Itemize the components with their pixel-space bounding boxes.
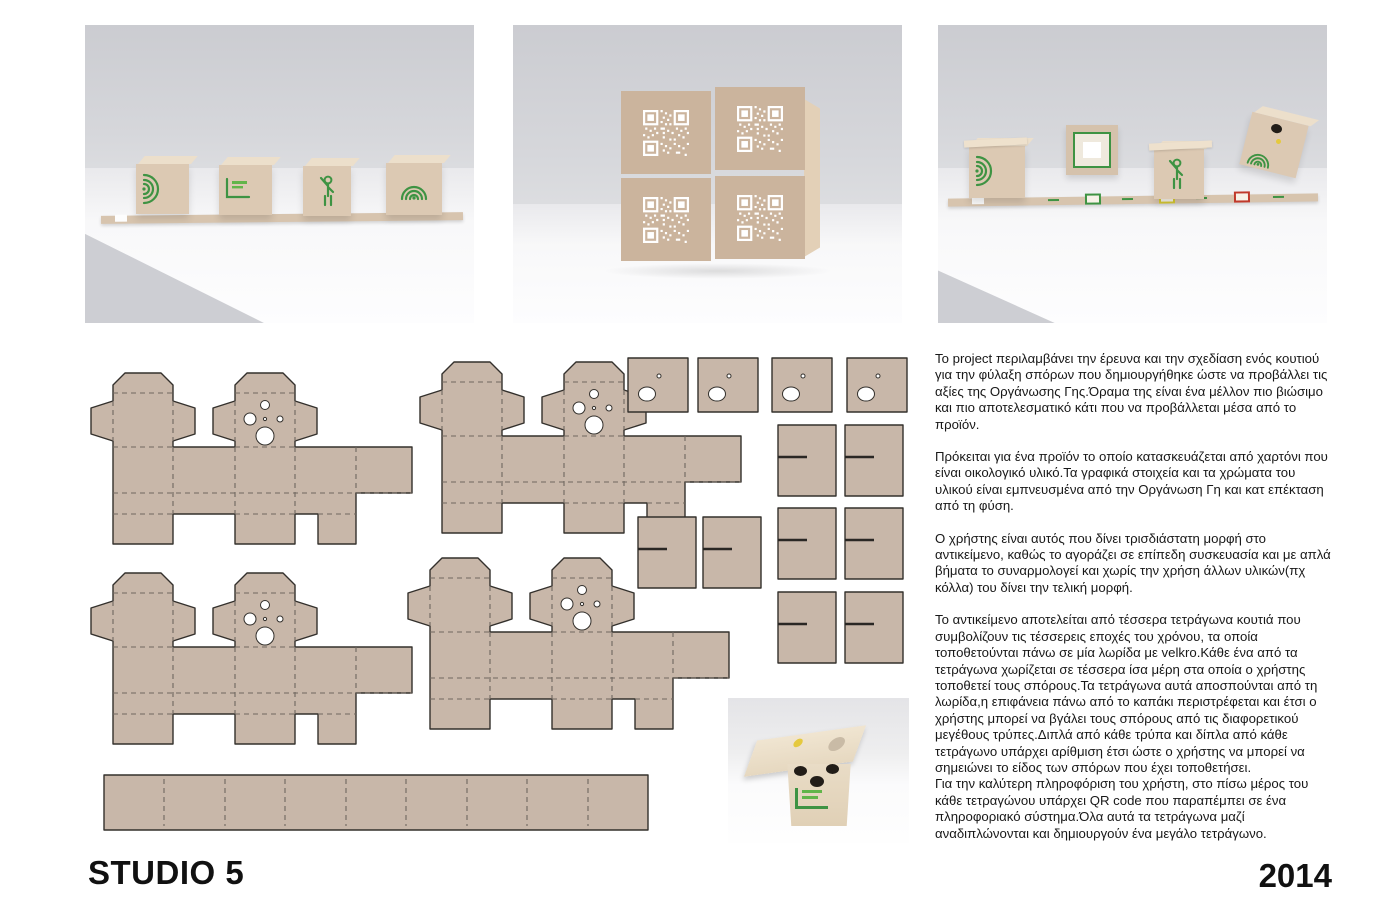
- divider-square-dieline: [778, 425, 836, 496]
- qr-code-icon: [737, 106, 783, 152]
- seed-hole: [810, 776, 824, 787]
- green-label: [795, 788, 828, 809]
- seed-hole: [1270, 123, 1283, 134]
- ripple-icon: [972, 154, 1006, 190]
- qr-box: [715, 176, 805, 259]
- qr-code-icon: [643, 197, 689, 243]
- project-description: [935, 351, 1335, 842]
- box-net-dieline: [91, 573, 412, 744]
- person-icon: [1162, 157, 1192, 193]
- seed-box-winter: [969, 146, 1025, 198]
- seed-box-logo: [219, 165, 272, 215]
- red-velcro-patch: [1234, 192, 1250, 203]
- fold-tick: [1047, 199, 1058, 201]
- green-velcro-patch: [1084, 194, 1100, 205]
- qr-box: [621, 178, 711, 261]
- divider-square-dieline: [778, 508, 836, 579]
- seed-box-person: [1154, 149, 1204, 199]
- stack-side-face: [804, 99, 820, 257]
- seed-box: [786, 764, 852, 826]
- qr-code-icon: [643, 110, 689, 156]
- divider-square-dieline: [703, 517, 761, 588]
- fold-tick: [1121, 198, 1132, 200]
- description-paragraph: Ο χρήστης είναι αυτός που δίνει τρισδιάστατη μορφή στο αντικείμενο, καθώς το αγοράζει σε επίπεδη συσκευασία και με απλά βήματα το συναρμολογεί και χωρίς την χρήση άλλων υλικών(πχ κόλλα) του δίνει την τελική μορφή.: [935, 530, 1331, 595]
- lid-square-dieline: [772, 358, 832, 412]
- divider-square-dieline: [778, 592, 836, 663]
- lid-square-dieline: [628, 358, 688, 412]
- qr-box: [715, 87, 805, 170]
- description-paragraph: Πρόκειται για ένα προϊόν το οποίο κατασκευάζεται από χαρτόνι που είναι οικολογικό υλικό.Τα γραφικά στοιχεία και τα χρώματα του υλικού είναι εμπνευσμένα από την Οργάνωση Γη και κατ επέκταση από τη φύση.: [935, 449, 1328, 514]
- seed-box-arcs: [386, 163, 442, 215]
- photo-boxes-on-strip: [85, 25, 474, 323]
- divider-square-dieline: [845, 508, 903, 579]
- yellow-seed: [792, 738, 804, 748]
- photo-qr-stack: [513, 25, 902, 323]
- box-net-dieline: [420, 362, 741, 533]
- ripple-icon: [139, 172, 173, 208]
- seed-box-winter: [136, 164, 189, 214]
- studio-label: STUDIO 5: [88, 854, 245, 891]
- lid-hole: [826, 736, 847, 752]
- seed-box-person: [303, 166, 351, 216]
- divider-square-dieline: [845, 425, 903, 496]
- yellow-seed: [1276, 138, 1282, 144]
- fold-tick: [1273, 196, 1284, 198]
- year-label: 2014: [1258, 857, 1332, 894]
- lid-square-dieline: [698, 358, 758, 412]
- description-paragraph: Για την καλύτερη πληροφόριση του χρήστη, στο πίσω μέρος του κάθε τετραγώνου υπάρχει QR code που παραπέμπει σε ένα πληροφοριακό σύστημα.Όλα αυτά τα τετράγωνα μαζί αναδιπλώνονται και δημιουργούν ένα μεγάλο τετράγωνο.: [935, 776, 1309, 841]
- white-center-patch: [1083, 142, 1101, 158]
- divider-square-dieline: [845, 592, 903, 663]
- photo-open-box: [728, 698, 909, 843]
- arcs-icon: [398, 173, 432, 205]
- qr-code-icon: [737, 195, 783, 241]
- stack-shadow: [603, 263, 833, 279]
- box-bottom-face: [1066, 125, 1118, 175]
- qr-box-stack: [621, 91, 807, 263]
- description-paragraph: Το αντικείμενο αποτελείται από τέσσερα τετράγωνα κουτιά που συμβολίζουν τις τέσσερεις εποχές του χρόνου, τα οποία τοποθετούνται πάνω σε μία λωρίδα με velkro.Κάθε ένα από τα τετράγωνα χωρίζεται σε τέσσερα ίσα μέρη στα οποία ο χρήστης τοποθετεί τους σπόρους.Τα τετράγωνα αυτά αποσπούνται από τη λωρίδα,η επιφάνεια πάνω από το καπάκι περιστρέφεται και έτσι ο χρήστης μπορεί να βγάλει τους σπόρους από τις διαφορετικού μεγέθους τρύπες.Διπλά από κάθε τρύπα και δίπλα από κάθε τετράγωνο υπάρχει αρίθμιση έτσι ώστε ο χρήστης να μπορεί να σημειώνει το είδος των σπόρων που έχει τοποθετήσει.: [935, 612, 1318, 775]
- person-icon: [313, 174, 343, 210]
- white-velcro-patch: [972, 197, 984, 204]
- white-velcro-patch: [115, 215, 127, 222]
- qr-box: [621, 91, 711, 174]
- seed-hole: [794, 766, 807, 776]
- velcro-strip-dieline: [104, 775, 648, 830]
- earth-logo-icon: [222, 173, 256, 207]
- seed-hole: [826, 764, 839, 774]
- lid-square-dieline: [847, 358, 907, 412]
- divider-square-dieline: [638, 517, 696, 588]
- box-net-dieline: [91, 373, 412, 544]
- description-paragraph: Το project περιλαμβάνει την έρευνα και την σχεδίαση ενός κουτιού για την φύλαξη σπόρων που δημιουργήθηκε ώστε να προβάλλει τις αξίες της Οργάνωσης Γης.Όραμα της είναι ένα μέλλον πιο βιώσιμο και πιο αποτελεσματικό κάτι που να προβάλλεται μέσα από το προϊόν.: [935, 351, 1328, 432]
- photo-exploded-strip: [938, 25, 1327, 323]
